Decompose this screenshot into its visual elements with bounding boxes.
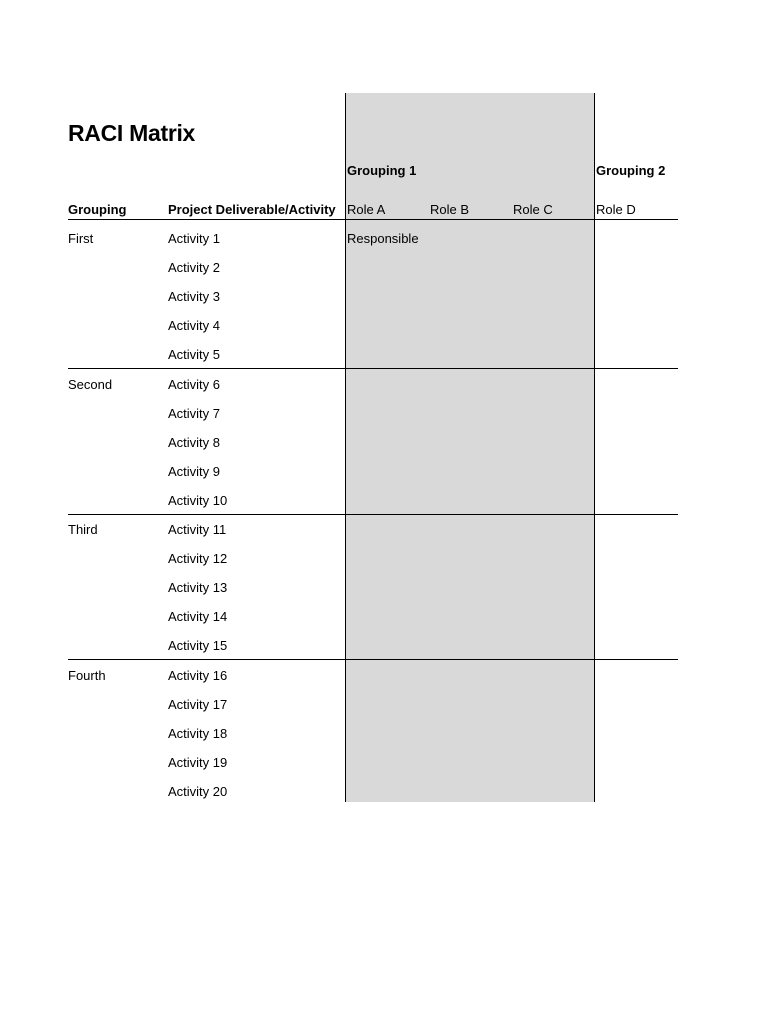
activity-cell: Activity 20	[168, 783, 228, 799]
grouping-1-shaded-band	[346, 93, 595, 802]
activity-column-header: Project Deliverable/Activity	[168, 202, 336, 217]
activity-cell: Activity 16	[168, 667, 228, 683]
role-b-header: Role B	[430, 202, 470, 217]
grouping-label: Third	[68, 522, 98, 537]
grouping-label: Second	[68, 376, 113, 392]
activity-cell: Activity 18	[168, 725, 228, 741]
activity-cell: Activity 14	[168, 609, 228, 625]
activity-cell: Activity 1	[168, 231, 221, 246]
group-divider	[68, 514, 678, 515]
role-c-header: Role C	[513, 202, 553, 217]
activity-cell: Activity 15	[168, 638, 228, 654]
grouping-column-header: Grouping	[68, 202, 127, 217]
group-divider	[68, 368, 678, 369]
role-d-header: Role D	[596, 202, 636, 217]
activity-cell: Activity 13	[168, 580, 228, 596]
activity-cell: Activity 2	[168, 260, 221, 276]
activity-cell: Activity 6	[168, 376, 221, 392]
activity-cell: Activity 4	[168, 318, 221, 334]
activity-cell: Activity 17	[168, 696, 228, 712]
activity-cell: Activity 10	[168, 492, 228, 508]
activity-cell: Activity 7	[168, 405, 221, 421]
activity-cell: Activity 5	[168, 347, 221, 363]
grouping-1-left-border	[345, 93, 346, 802]
grouping-label: Fourth	[68, 667, 106, 683]
page-title: RACI Matrix	[68, 120, 196, 146]
grouping-1-header: Grouping 1	[347, 163, 417, 178]
activity-cell: Activity 8	[168, 434, 221, 450]
header-divider	[68, 219, 678, 220]
group-divider	[68, 659, 678, 660]
role-a-cell: Responsible	[347, 231, 419, 246]
activity-cell: Activity 11	[168, 522, 227, 537]
activity-cell: Activity 3	[168, 289, 221, 305]
activity-cell: Activity 9	[168, 463, 221, 479]
grouping-2-header: Grouping 2	[596, 163, 666, 178]
grouping-2-left-border	[594, 93, 595, 802]
role-a-header: Role A	[347, 202, 386, 217]
grouping-label: First	[68, 231, 94, 246]
activity-cell: Activity 12	[168, 551, 228, 567]
activity-cell: Activity 19	[168, 754, 228, 770]
